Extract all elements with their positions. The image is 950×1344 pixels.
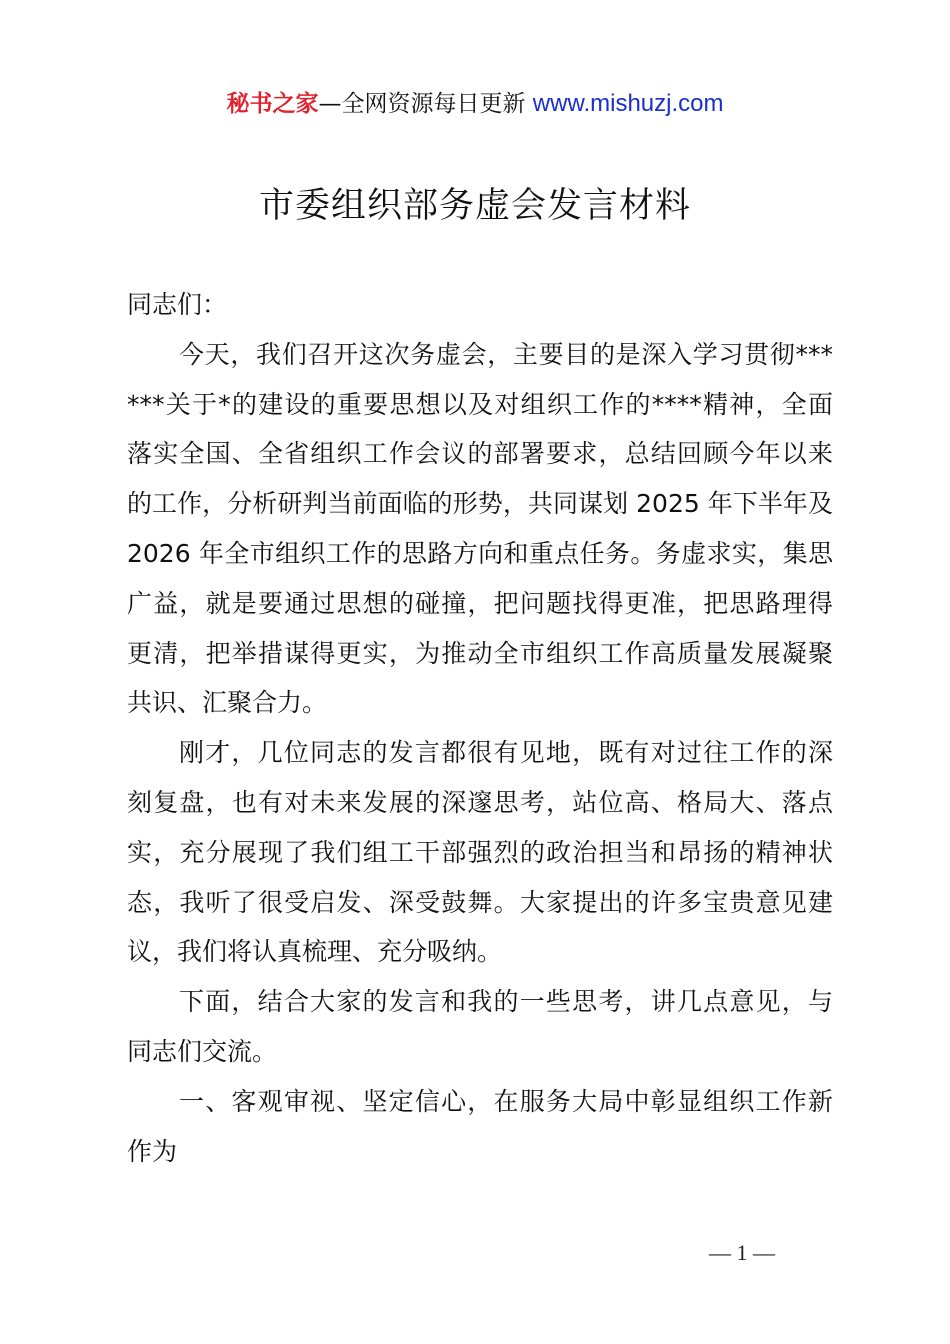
text-line: 同志们交流。 (127, 1036, 278, 1066)
paragraph-3 (127, 977, 833, 1077)
text-line: 一、客观审视、坚定信心，在服务大局中彰显组织工作新 (179, 1086, 833, 1116)
text-line: ***关于*的建设的重要思想以及对组织工作的****精神，全面 (127, 389, 833, 419)
paragraph-2 (127, 728, 833, 977)
text-line: 刻复盘，也有对未来发展的深邃思考，站位高、格局大、落点 (127, 787, 833, 817)
paragraph-1 (127, 330, 833, 728)
text-line: 广益，就是要通过思想的碰撞，把问题找得更准，把思路理得 (127, 588, 833, 618)
text-line: 的工作，分析研判当前面临的形势，共同谋划 2025 年下半年及 (127, 489, 833, 519)
text-line: 今天，我们召开这次务虚会，主要目的是深入学习贯彻*** (179, 339, 833, 369)
text-line: 作为 (127, 1136, 178, 1166)
site-url-link[interactable]: www.mishuzj.com (532, 90, 724, 117)
section-heading-1 (127, 1077, 833, 1177)
banner-slogan: —全网资源每日更新 (318, 91, 526, 117)
text-line: 共识、汇聚合力。 (127, 688, 328, 718)
site-banner (0, 88, 950, 120)
text-line: 2026 年全市组织工作的思路方向和重点任务。务虚求实，集思 (127, 538, 833, 568)
text-line: 更清，把举措谋得更实，为推动全市组织工作高质量发展凝聚 (127, 638, 833, 668)
text-line: 实，充分展现了我们组工干部强烈的政治担当和昂扬的精神状 (127, 837, 833, 867)
text-line: 下面，结合大家的发言和我的一些思考，讲几点意见，与 (179, 987, 833, 1017)
document-body (127, 280, 833, 1176)
text-line: 议，我们将认真梳理、充分吸纳。 (127, 937, 503, 967)
text-line: 落实全国、全省组织工作会议的部署要求，总结回顾今年以来 (127, 439, 833, 469)
text-line: 刚才，几位同志的发言都很有见地，既有对过往工作的深 (179, 738, 833, 768)
salutation: 同志们： (127, 290, 228, 319)
document-title: 市委组织部务虚会发言材料 (258, 186, 691, 226)
text-line: 态，我听了很受启发、深受鼓舞。大家提出的许多宝贵意见建 (127, 887, 833, 917)
page-number: — 1 — (709, 1240, 775, 1265)
brand-name: 秘书之家 (226, 91, 319, 117)
